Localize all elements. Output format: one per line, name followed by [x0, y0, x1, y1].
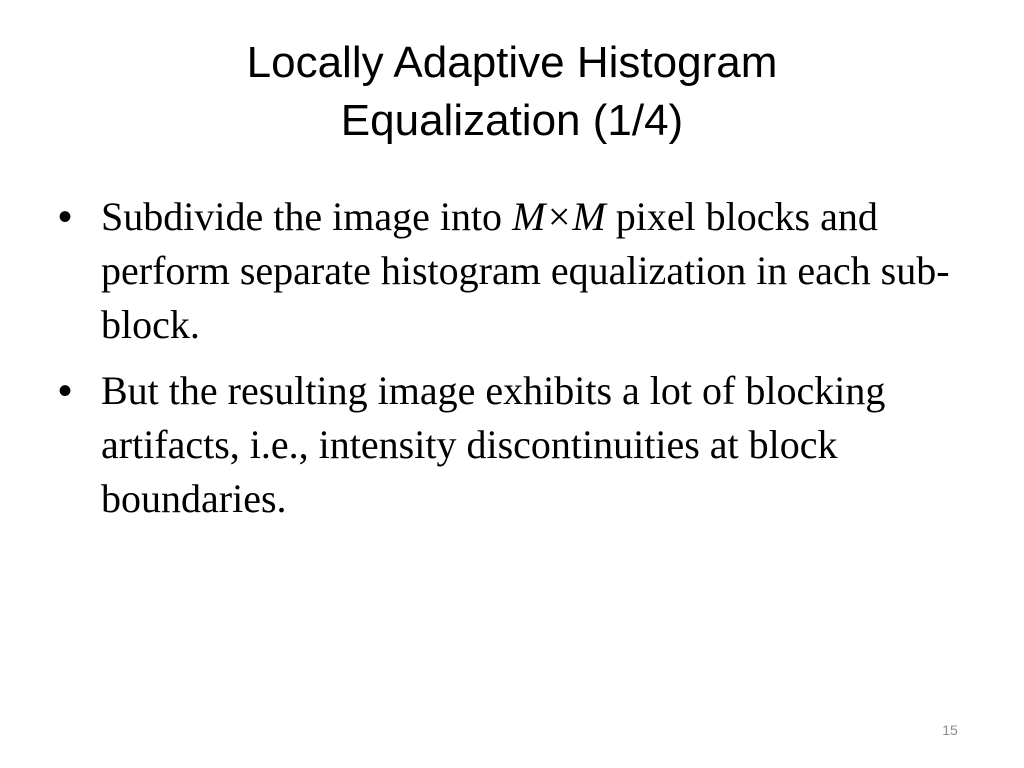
slide-title-line-1: Locally Adaptive Histogram — [246, 38, 778, 87]
slide-title-line-2: Equalization (1/4) — [340, 96, 684, 145]
bullet-icon: • — [58, 195, 73, 239]
bullet-list — [58, 190, 970, 538]
page-number: 15 — [942, 722, 958, 738]
bullet-1-math: M×M — [512, 194, 606, 239]
bullet-2-text: But the resulting image exhibits a lot of blocking artifacts, i.e., intensity discontinuities at block boundaries. — [101, 368, 886, 521]
bullet-1-prefix: Subdivide the image into — [101, 194, 513, 239]
bullet-item-2 — [58, 364, 970, 526]
bullet-item-1 — [58, 190, 970, 352]
slide-title — [60, 34, 964, 150]
bullet-icon: • — [58, 369, 73, 413]
bullet-1-suffix: pixel blocks and perform separate histogram equalization in each sub-block. — [101, 194, 950, 347]
